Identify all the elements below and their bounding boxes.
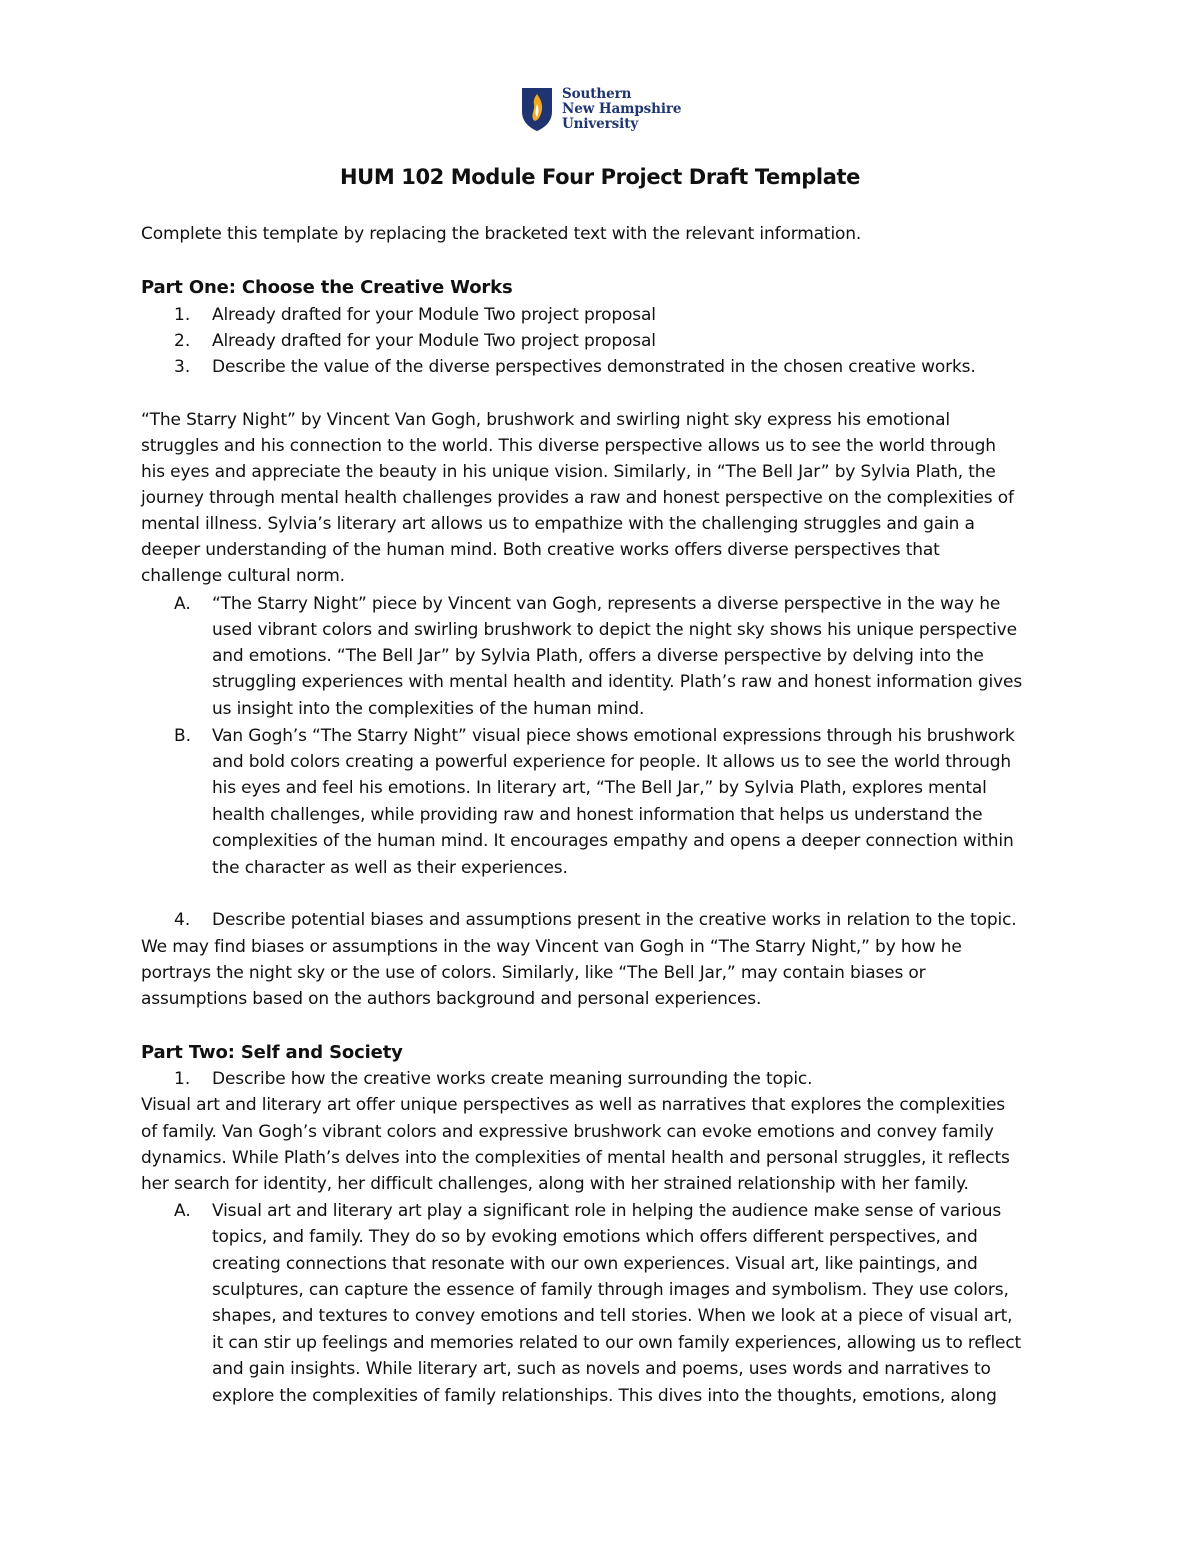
paragraph-line: We may find biases or assumptions in the way Vincent van Gogh in “The Starry Night,” by how he: [141, 937, 962, 957]
list-number: 3.: [174, 357, 191, 377]
paragraph-line: and gain insights. While literary art, such as novels and poems, uses words and narratives to: [212, 1359, 991, 1379]
list-number: 2.: [174, 331, 191, 351]
part-two-heading: Part Two: Self and Society: [141, 1042, 403, 1063]
document-title: HUM 102 Module Four Project Draft Template: [340, 165, 860, 189]
paragraph-line: Van Gogh’s “The Starry Night” visual piece shows emotional expressions through his brushwork: [212, 726, 1015, 746]
paragraph-line: deeper understanding of the human mind. Both creative works offers diverse perspectives that: [141, 540, 940, 560]
paragraph-line: “The Starry Night” piece by Vincent van Gogh, represents a diverse perspective in the way he: [212, 594, 1001, 614]
paragraph-line: of family. Van Gogh’s vibrant colors and expressive brushwork can evoke emotions and convey family: [141, 1122, 994, 1142]
paragraph-line: Visual art and literary art play a significant role in helping the audience make sense of various: [212, 1201, 1002, 1221]
paragraph-line: “The Starry Night” by Vincent Van Gogh, brushwork and swirling night sky express his emotional: [141, 410, 950, 430]
list-letter: A.: [174, 1201, 191, 1221]
university-logo: [520, 85, 681, 133]
paragraph-line: dynamics. While Plath’s delves into the complexities of mental health and personal struggles, it reflects: [141, 1148, 1010, 1168]
paragraph-line: mental illness. Sylvia’s literary art allows us to empathize with the challenging struggles and gain a: [141, 514, 975, 534]
paragraph-line: sculptures, can capture the essence of family through images and symbolism. They use colors,: [212, 1280, 1009, 1300]
list-item: Already drafted for your Module Two project proposal: [212, 305, 656, 325]
list-number: 1.: [174, 1069, 191, 1089]
list-item: Describe how the creative works create meaning surrounding the topic.: [212, 1069, 813, 1089]
paragraph-line: explore the complexities of family relationships. This dives into the thoughts, emotions, along: [212, 1386, 997, 1406]
paragraph-line: creating connections that resonate with our own experiences. Visual art, like paintings, and: [212, 1254, 978, 1274]
shield-flame-icon: [520, 86, 554, 132]
list-item: Describe the value of the diverse perspectives demonstrated in the chosen creative works.: [212, 357, 976, 377]
list-number: 4.: [174, 910, 191, 930]
paragraph-line: used vibrant colors and swirling brushwork to depict the night sky shows his unique perspective: [212, 620, 1017, 640]
paragraph-line: struggles and his connection to the world. This diverse perspective allows us to see the world through: [141, 436, 996, 456]
paragraph-line: portrays the night sky or the use of colors. Similarly, like “The Bell Jar,” may contain biases or: [141, 963, 926, 983]
university-name: [562, 87, 681, 132]
paragraph-line: struggling experiences with mental health and identity. Plath’s raw and honest information gives: [212, 672, 1023, 692]
logo-line-2: New Hampshire: [562, 100, 682, 117]
paragraph-line: his eyes and appreciate the beauty in his unique vision. Similarly, in “The Bell Jar” by Sylvia Plath, the: [141, 462, 996, 482]
paragraph-line: us insight into the complexities of the human mind.: [212, 699, 645, 719]
paragraph-line: his eyes and feel his emotions. In literary art, “The Bell Jar,” by Sylvia Plath, explores mental: [212, 778, 987, 798]
paragraph-line: her search for identity, her difficult challenges, along with her strained relationship with her family.: [141, 1174, 969, 1194]
paragraph-line: challenge cultural norm.: [141, 566, 345, 586]
paragraph-line: and bold colors creating a powerful experience for people. It allows us to see the world through: [212, 752, 1012, 772]
list-item: Describe potential biases and assumptions present in the creative works in relation to the topic.: [212, 910, 1017, 930]
intro-text: Complete this template by replacing the bracketed text with the relevant information.: [141, 224, 862, 244]
paragraph-line: and emotions. “The Bell Jar” by Sylvia Plath, offers a diverse perspective by delving into the: [212, 646, 984, 666]
paragraph-line: Visual art and literary art offer unique perspectives as well as narratives that explores the complexities: [141, 1095, 1006, 1115]
paragraph-line: topics, and family. They do so by evoking emotions which offers different perspectives, and: [212, 1227, 978, 1247]
paragraph-line: shapes, and textures to convey emotions and tell stories. When we look at a piece of visual art,: [212, 1306, 1013, 1326]
list-item: Already drafted for your Module Two project proposal: [212, 331, 656, 351]
logo-line-1: Southern: [562, 85, 632, 102]
paragraph-line: the character as well as their experiences.: [212, 858, 568, 878]
paragraph-line: journey through mental health challenges provides a raw and honest perspective on the complexities of: [141, 488, 1014, 508]
list-letter: A.: [174, 594, 191, 614]
list-letter: B.: [174, 726, 192, 746]
paragraph-line: it can stir up feelings and memories related to our own family experiences, allowing us to reflect: [212, 1333, 1022, 1353]
paragraph-line: health challenges, while providing raw and honest information that helps us understand the: [212, 805, 983, 825]
paragraph-line: assumptions based on the authors background and personal experiences.: [141, 989, 762, 1009]
paragraph-line: complexities of the human mind. It encourages empathy and opens a deeper connection within: [212, 831, 1014, 851]
part-one-heading: Part One: Choose the Creative Works: [141, 277, 513, 298]
list-number: 1.: [174, 305, 191, 325]
logo-line-3: University: [562, 115, 639, 132]
